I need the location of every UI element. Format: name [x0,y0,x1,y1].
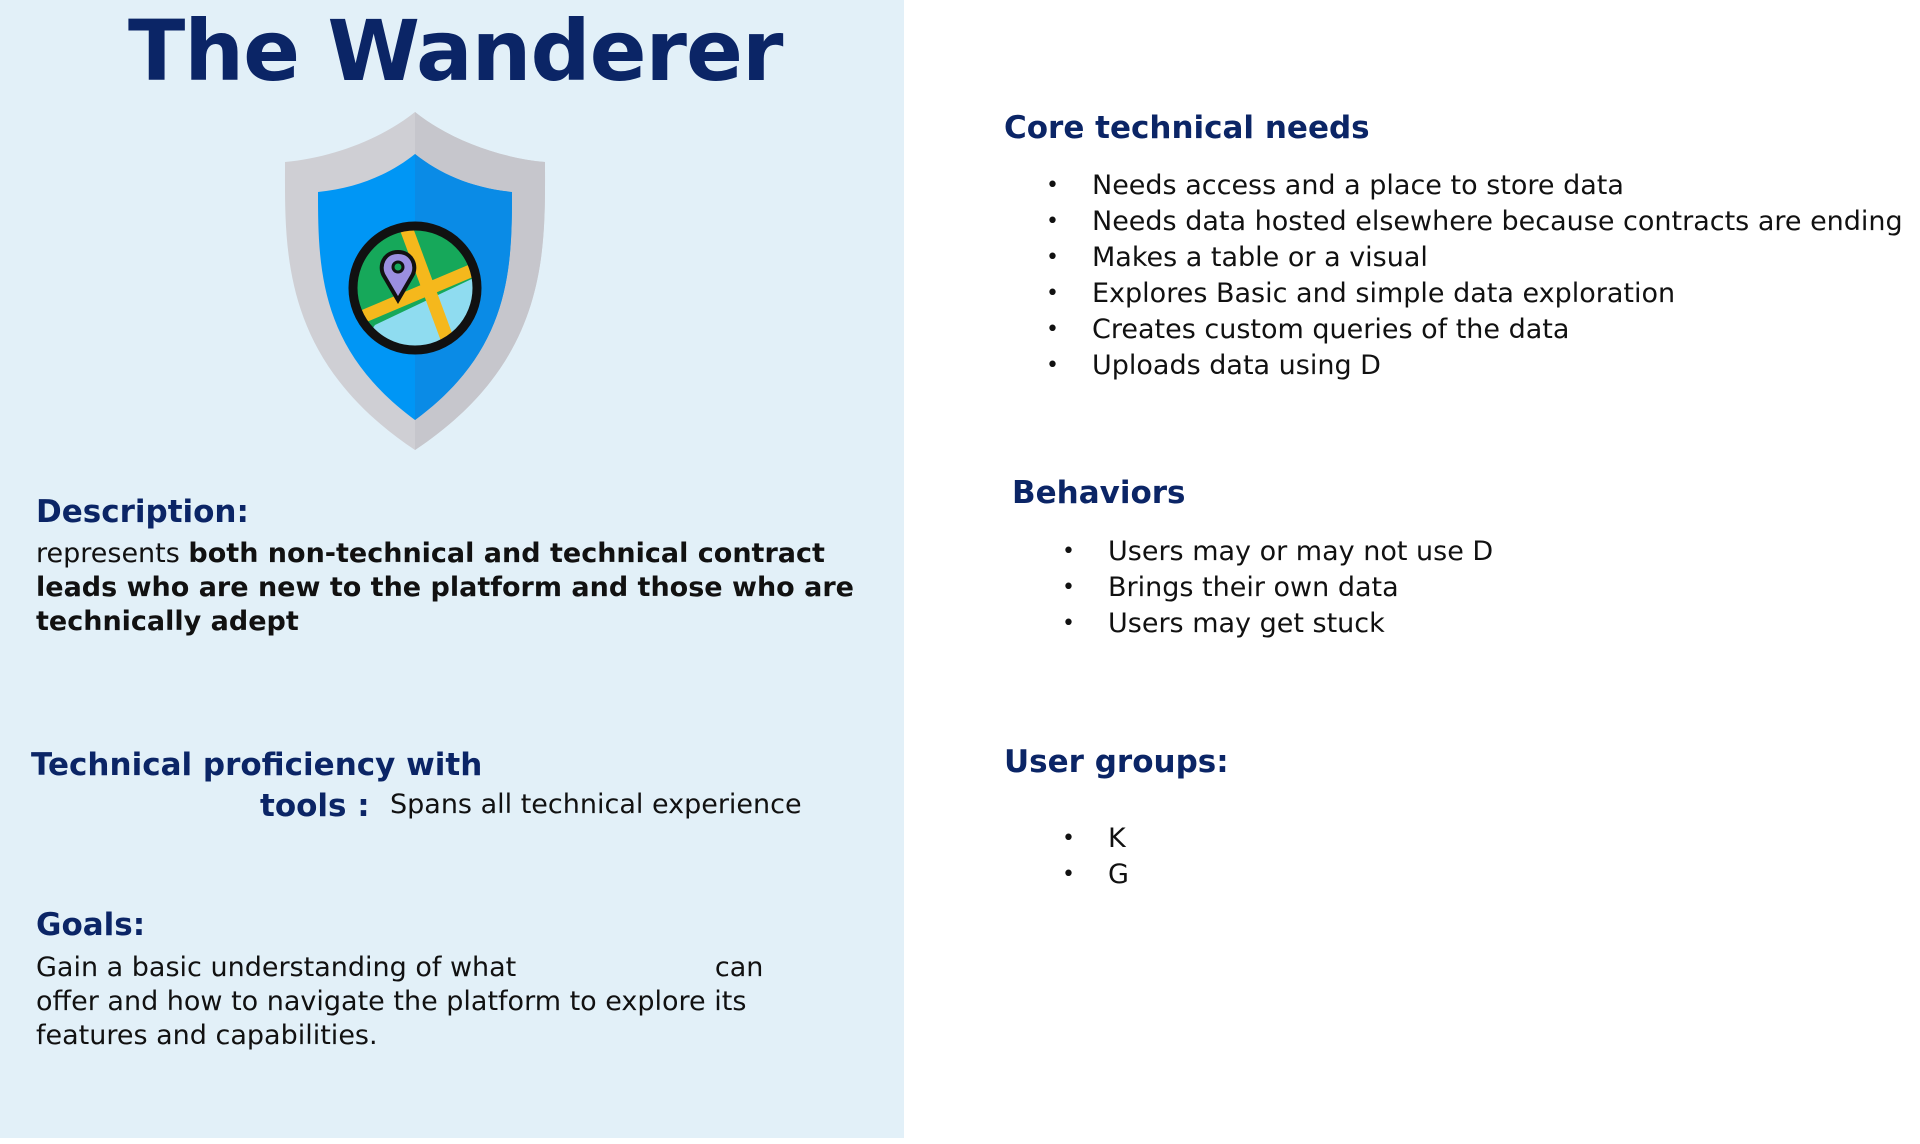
user-groups-list [1108,821,1129,893]
goals-part1: Gain a basic understanding of what [36,952,517,983]
list-item: • Needs access and a place to store data [1092,168,1903,204]
persona-title: The Wanderer [128,2,783,100]
description-heading: Description: [36,494,249,530]
core-needs-list [1092,168,1903,384]
list-item: • Needs data hosted elsewhere because contracts are ending [1092,204,1903,240]
goals-part2: can offer and how to navigate the platform to explore its features and capabilities. [36,952,764,1051]
goals-text [36,951,796,1053]
list-item: • Creates custom queries of the data [1092,312,1903,348]
list-item: • Explores Basic and simple data exploration [1092,276,1903,312]
core-needs-heading: Core technical needs [1004,110,1370,146]
persona-left-panel [0,0,904,1138]
behaviors-list [1108,534,1493,642]
shield-map-icon [280,110,550,454]
proficiency-heading-line1: Technical proficiency with [31,747,483,783]
list-item: • K [1108,821,1129,857]
proficiency-heading-line2: tools : [260,788,370,824]
description-bold: both non-technical and technical contract leads who are new to the platform and those who are technically adept [36,538,854,637]
list-item: • Users may get stuck [1108,606,1493,642]
list-item: • G [1108,857,1129,893]
description-text [36,537,876,637]
goals-heading: Goals: [36,907,146,943]
list-item: • Uploads data using D [1092,348,1903,384]
list-item: • Makes a table or a visual [1092,240,1903,276]
behaviors-heading: Behaviors [1012,475,1186,511]
proficiency-value: Spans all technical experience [390,789,802,820]
description-prefix: represents [36,538,189,569]
list-item: • Brings their own data [1108,570,1493,606]
list-item: • Users may or may not use D [1108,534,1493,570]
user-groups-heading: User groups: [1004,744,1229,780]
